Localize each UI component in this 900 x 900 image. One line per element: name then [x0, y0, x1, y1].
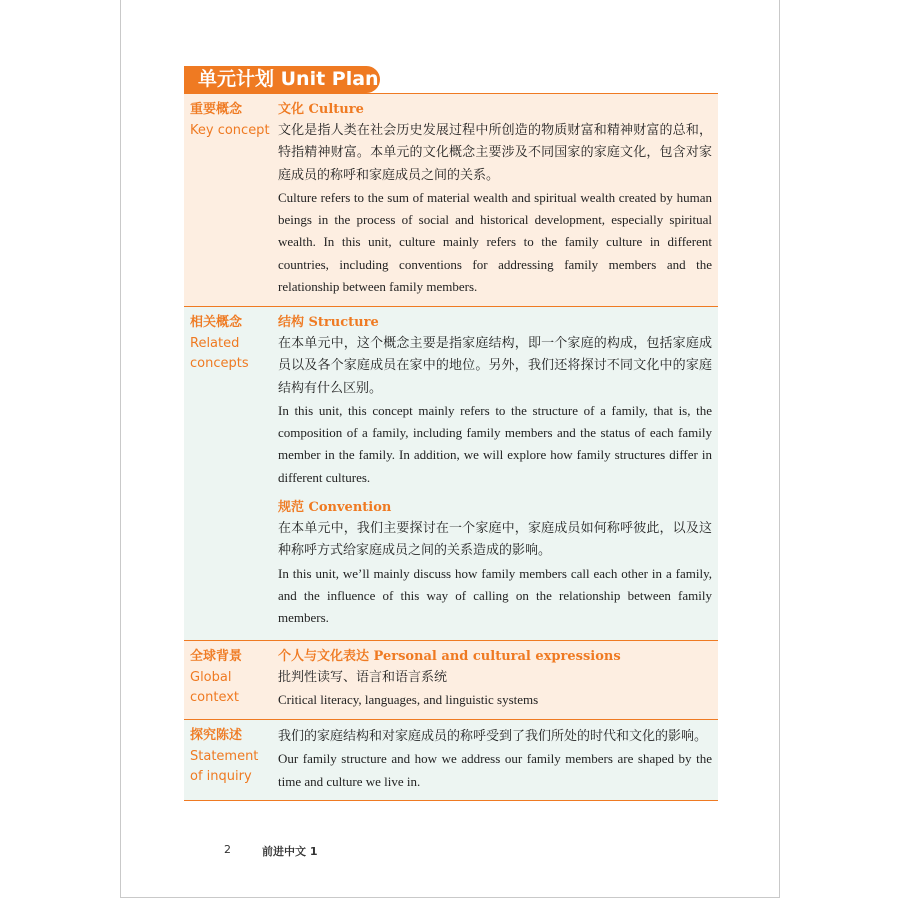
label-en: Statement	[190, 748, 259, 764]
label-zh: 探究陈述	[190, 728, 243, 743]
english-paragraph: In this unit, this concept mainly refers to the structure of a family, that is, the composition of a family, including family members and the status of each family member in the family. In addition, we will explore how family structures differ in different cultures.	[278, 402, 712, 485]
chinese-paragraph: 文化是指人类在社会历史发展过程中所创造的物质财富和精神财富的总和，特指精神财富。本单元的文化概念主要涉及不同国家的家庭文化，包含对家庭成员的称呼和家庭成员之间的关系。	[278, 123, 712, 183]
label-en: context	[190, 690, 239, 705]
global-context-label	[190, 647, 276, 709]
book-title: 前进中文 1	[262, 845, 318, 858]
label-en: Key concept	[190, 122, 270, 138]
related-concepts-row	[184, 307, 718, 641]
section-heading: 结构 Structure	[278, 315, 379, 330]
unit-plan-banner: 单元计划 Unit Plan	[184, 66, 380, 93]
label-zh: 全球背景	[190, 649, 243, 664]
section-heading: 规范 Convention	[278, 500, 392, 516]
label-zh: 相关概念	[190, 315, 243, 330]
statement-of-inquiry-label	[190, 726, 276, 788]
label-en: Global	[190, 669, 232, 685]
page-number: 2	[224, 843, 231, 856]
english-paragraph: In this unit, we’ll mainly discuss how family members call each other in a family, and the influence of this way of calling on the relationship between family members.	[278, 565, 712, 626]
label-en: concepts	[190, 356, 249, 371]
chinese-paragraph: 我们的家庭结构和对家庭成员的称呼受到了我们所处的时代和文化的影响。	[278, 729, 708, 744]
english-paragraph: Culture refers to the sum of material wealth and spiritual wealth created by human beings in the process of social and historical development, especially spiritual wealth. In this unit, culture mainly refers to the family culture in different countries, including conventions for addressing family members and the relationship between family members.	[278, 189, 712, 295]
statement-of-inquiry-content	[278, 726, 712, 793]
related-concepts-label	[190, 313, 276, 375]
key-concept-label	[190, 100, 276, 141]
english-paragraph: Our family structure and how we address our family members are shaped by the time and culture we live in.	[278, 751, 712, 789]
chinese-paragraph: 批判性读写、语言和语言系统	[278, 670, 448, 685]
key-concept-row	[184, 94, 718, 307]
global-context-row	[184, 641, 718, 720]
related-concepts-content	[278, 313, 712, 630]
global-context-content	[278, 647, 712, 712]
chinese-paragraph: 在本单元中，我们主要探讨在一个家庭中，家庭成员如何称呼彼此，以及这种称呼方式给家庭成员之间的关系造成的影响。	[278, 521, 712, 559]
label-en: of inquiry	[190, 769, 252, 784]
key-concept-content	[278, 100, 712, 298]
label-zh: 重要概念	[190, 102, 243, 117]
section-heading: 文化 Culture	[278, 102, 364, 117]
chinese-paragraph: 在本单元中，这个概念主要是指家庭结构，即一个家庭的构成，包括家庭成员以及各个家庭成员在家中的地位。另外，我们还将探讨不同文化中的家庭结构有什么区别。	[278, 336, 712, 396]
section-heading: 个人与文化表达 Personal and cultural expressions	[278, 649, 621, 664]
statement-of-inquiry-row	[184, 720, 718, 801]
label-en: Related	[190, 335, 240, 351]
english-paragraph: Critical literacy, languages, and linguistic systems	[278, 692, 539, 708]
